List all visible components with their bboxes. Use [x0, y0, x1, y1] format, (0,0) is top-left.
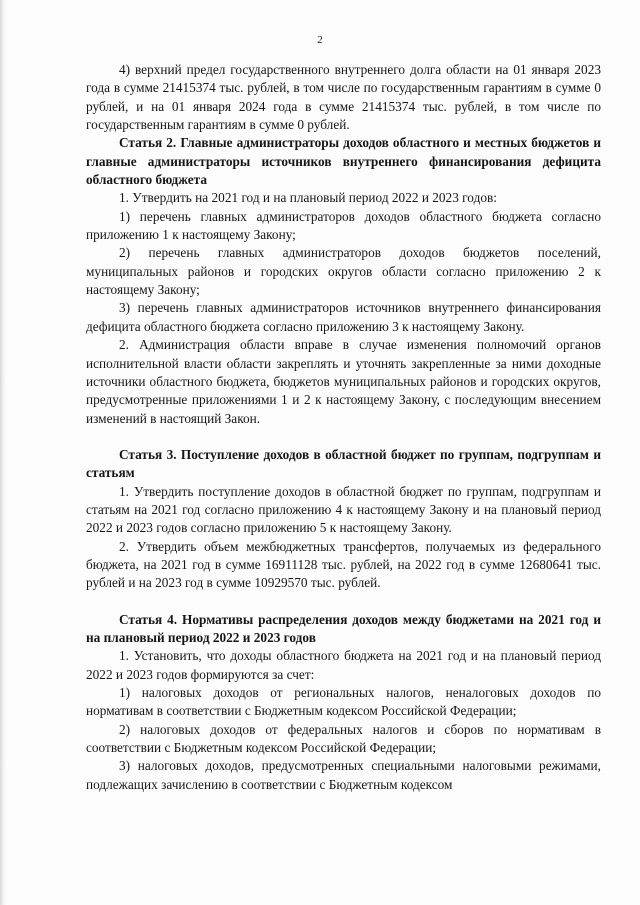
article-2-heading: Статья 2. Главные администраторы доходов областного и местных бюджетов и главные администраторы источников внутреннего финансирования дефицита областного бюджета — [86, 135, 601, 188]
article-2-paragraph: 2) перечень главных администраторов доходов бюджетов поселений, муниципальных районов и городских округов области согласно приложению 2 к настоящему Закону; — [86, 245, 601, 298]
article-3-paragraph: 2. Утвердить объем межбюджетных трансфертов, получаемых из федерального бюджета, на 2021 год в сумме 16911128 тыс. рублей, на 2022 год в сумме 12680641 тыс. рублей и на 2023 год в сумме 10929570 тыс. рублей. — [86, 538, 601, 591]
article-3-heading: Статья 3. Поступление доходов в областной бюджет по группам, подгруппам и статьям — [86, 446, 601, 481]
article-3-paragraph: 1. Утвердить поступление доходов в областной бюджет по группам, подгруппам и статьям на 2021 год согласно приложению 4 к настоящему Закону и на плановый период 2022 и 2023 годов согласно приложению 5 к настоящему Закону. — [86, 483, 601, 536]
article-2-paragraph: 1. Утвердить на 2021 год и на плановый период 2022 и 2023 годов: — [119, 190, 497, 206]
article-4-heading: Статья 4. Нормативы распределения доходов между бюджетами на 2021 год и на плановый период 2022 и 2023 годов — [86, 611, 601, 645]
document-body — [86, 61, 601, 794]
section-spacer — [86, 593, 601, 611]
article-2-paragraph: 1) перечень главных администраторов доходов областного бюджета согласно приложению 1 к настоящему Закону; — [86, 208, 601, 243]
article-2-paragraph: 3) перечень главных администраторов источников внутреннего финансирования дефицита областного бюджета согласно приложению 3 к настоящему Закону. — [86, 300, 601, 334]
section-spacer — [86, 428, 601, 446]
page-number: 2 — [317, 34, 323, 46]
article-2-paragraph: 2. Администрация области вправе в случае изменения полномочий органов исполнительной власти области закреплять и уточнять закрепленные за ними доходные источники областного бюджета, бюджетов муниципальных районов и городских округов, предусмотренные приложениями 1 и 2 к настоящему Закону, с последующим внесением изменений в настоящий Закон. — [86, 337, 601, 426]
article-4-paragraph: 2) налоговых доходов от федеральных налогов и сборов по нормативам в соответствии с Бюджетным кодексом Российской Федерации; — [86, 721, 601, 756]
article-4-paragraph: 1. Установить, что доходы областного бюджета на 2021 год и на плановый период 2022 и 2023 годов формируются за счет: — [86, 648, 601, 682]
article-4-paragraph: 3) налоговых доходов, предусмотренных специальными налоговыми режимами, подлежащих зачислению в соответствии с Бюджетным кодексом — [86, 758, 601, 792]
scan-edge-shadow — [0, 0, 6, 905]
paragraph-debt-limit: 4) верхний предел государственного внутреннего долга области на 01 января 2023 года в сумме 21415374 тыс. рублей, в том числе по государственным гарантиям в сумме 0 рублей, и на 01 января 2024 года в сумме 21415374 тыс. рублей, в том числе по государственным гарантиям в сумме 0 рублей. — [86, 62, 601, 133]
article-4-paragraph: 1) налоговых доходов от региональных налогов, неналоговых доходов по нормативам в соответствии с Бюджетным кодексом Российской Федерации; — [86, 685, 601, 719]
